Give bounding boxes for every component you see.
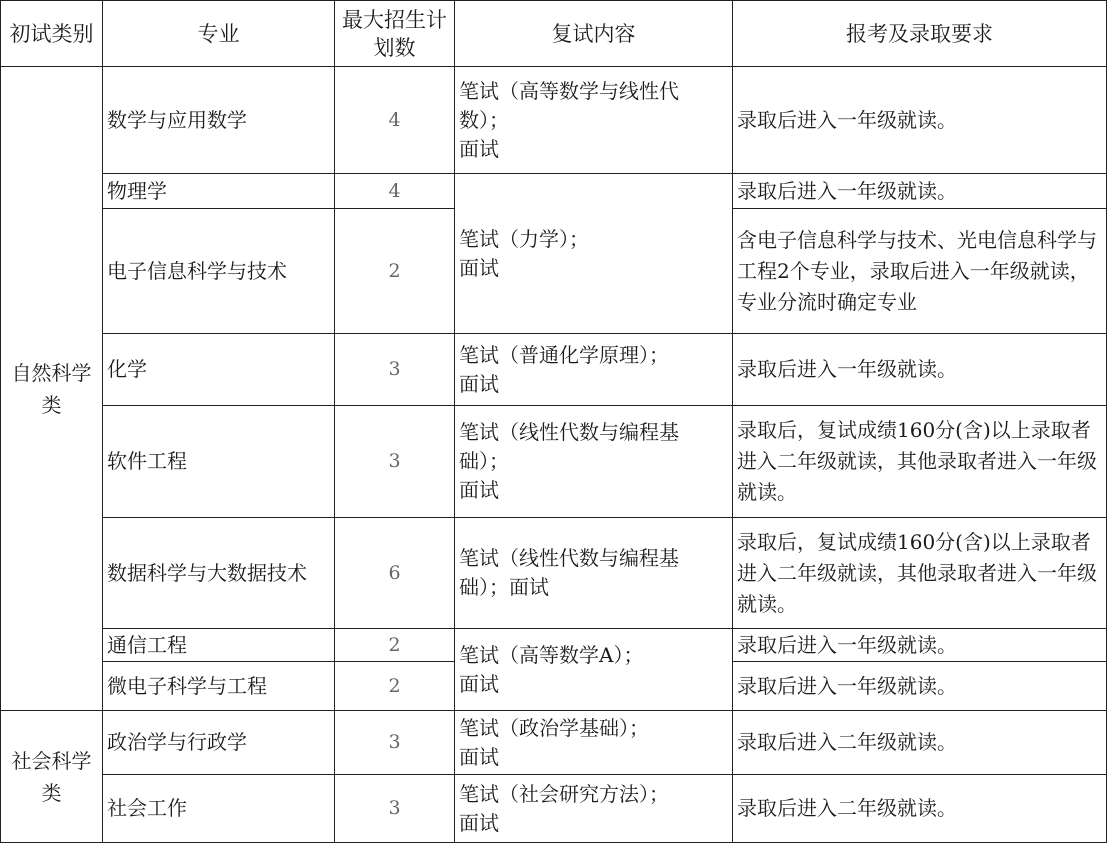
quota-cell: 3 bbox=[335, 775, 455, 843]
table-row bbox=[1, 629, 1107, 662]
retest-cell: 笔试（线性代数与编程基础）； 面试 bbox=[455, 406, 733, 518]
major-cell: 物理学 bbox=[103, 174, 335, 209]
category-natural: 自然科学类 bbox=[1, 67, 103, 711]
major-cell: 化学 bbox=[103, 334, 335, 406]
retest-cell: 笔试（线性代数与编程基础）；面试 bbox=[455, 518, 733, 629]
table-row bbox=[1, 518, 1107, 629]
quota-cell: 2 bbox=[335, 662, 455, 711]
header-category: 初试类别 bbox=[1, 1, 103, 67]
retest-cell: 笔试（高等数学与线性代数）； 面试 bbox=[455, 67, 733, 174]
requirement-cell: 录取后进入一年级就读。 bbox=[733, 334, 1107, 406]
table-row bbox=[1, 334, 1107, 406]
retest-cell: 笔试（普通化学原理）； 面试 bbox=[455, 334, 733, 406]
header-row bbox=[1, 1, 1107, 67]
table-row bbox=[1, 67, 1107, 174]
table-row bbox=[1, 174, 1107, 209]
major-cell: 微电子科学与工程 bbox=[103, 662, 335, 711]
header-retest: 复试内容 bbox=[455, 1, 733, 67]
retest-cell: 笔试（政治学基础）； 面试 bbox=[455, 711, 733, 775]
requirement-cell: 录取后进入二年级就读。 bbox=[733, 775, 1107, 843]
requirement-cell: 录取后，复试成绩160分(含)以上录取者进入二年级就读，其他录取者进入一年级就读。 bbox=[733, 518, 1107, 629]
requirement-cell: 录取后进入一年级就读。 bbox=[733, 174, 1107, 209]
major-cell: 通信工程 bbox=[103, 629, 335, 662]
requirement-cell: 录取后进入一年级就读。 bbox=[733, 662, 1107, 711]
requirement-cell: 录取后进入一年级就读。 bbox=[733, 67, 1107, 174]
major-cell: 社会工作 bbox=[103, 775, 335, 843]
table-row bbox=[1, 406, 1107, 518]
quota-cell: 3 bbox=[335, 334, 455, 406]
major-cell: 政治学与行政学 bbox=[103, 711, 335, 775]
retest-cell: 笔试（社会研究方法）； 面试 bbox=[455, 775, 733, 843]
quota-cell: 4 bbox=[335, 67, 455, 174]
quota-cell: 2 bbox=[335, 209, 455, 334]
retest-cell-merged: 笔试（高等数学A）； 面试 bbox=[455, 629, 733, 711]
major-cell: 数据科学与大数据技术 bbox=[103, 518, 335, 629]
major-cell: 数学与应用数学 bbox=[103, 67, 335, 174]
quota-cell: 3 bbox=[335, 406, 455, 518]
requirement-cell: 含电子信息科学与技术、光电信息科学与工程2个专业，录取后进入一年级就读，专业分流时确定专业 bbox=[733, 209, 1107, 334]
quota-cell: 2 bbox=[335, 629, 455, 662]
category-social: 社会科学类 bbox=[1, 711, 103, 843]
header-major: 专业 bbox=[103, 1, 335, 67]
major-cell: 软件工程 bbox=[103, 406, 335, 518]
table-row bbox=[1, 711, 1107, 775]
retest-cell-merged: 笔试（力学）； 面试 bbox=[455, 174, 733, 334]
requirement-cell: 录取后进入一年级就读。 bbox=[733, 629, 1107, 662]
header-quota: 最大招生计划数 bbox=[335, 1, 455, 67]
table-row bbox=[1, 775, 1107, 843]
major-cell: 电子信息科学与技术 bbox=[103, 209, 335, 334]
header-requirement: 报考及录取要求 bbox=[733, 1, 1107, 67]
requirement-cell: 录取后，复试成绩160分(含)以上录取者进入二年级就读，其他录取者进入一年级就读。 bbox=[733, 406, 1107, 518]
quota-cell: 6 bbox=[335, 518, 455, 629]
requirement-cell: 录取后进入二年级就读。 bbox=[733, 711, 1107, 775]
quota-cell: 4 bbox=[335, 174, 455, 209]
quota-cell: 3 bbox=[335, 711, 455, 775]
